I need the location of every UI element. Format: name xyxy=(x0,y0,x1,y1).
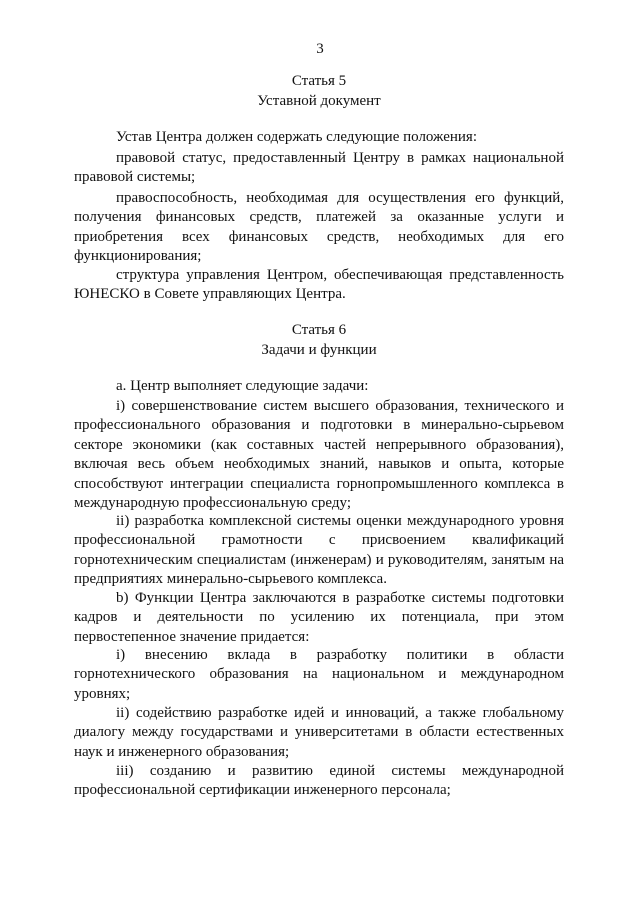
article-5-paragraph-3: правоспособность, необходимая для осуществления его функций, получения финансовых средств, платежей за оказанные услуги и приобретения всех финансовых средств, необходимых для его функционирования; xyxy=(74,190,564,265)
article-6-title: Задачи и функции xyxy=(261,342,377,358)
article-6-paragraph-6: ii) содействию разработке идей и инноваций, а также глобальному диалогу между государствами и университетами в области естественных наук и инженерного образования; xyxy=(74,705,564,760)
article-6-paragraph-7: iii) созданию и развитию единой системы международной профессиональной сертификации инженерного персонала; xyxy=(74,763,564,799)
article-5-title: Уставной документ xyxy=(257,93,381,109)
article-5-paragraph-2: правовой статус, предоставленный Центру в рамках национальной правовой системы; xyxy=(74,150,564,186)
article-6-paragraph-5: i) внесению вклада в разработку политики в области горнотехнического образования на национальном и международном уровнях; xyxy=(74,647,564,702)
article-5-paragraph-1: Устав Центра должен содержать следующие положения: xyxy=(116,129,477,145)
article-6-paragraph-4: b) Функции Центра заключаются в разработке системы подготовки кадров и деятельности по усилению их потенциала, при этом первостепенное значение придается: xyxy=(74,590,564,645)
article-6-paragraph-3: ii) разработка комплексной системы оценки международного уровня профессиональной грамотности с присвоением квалификаций горнотехническим специалистам (инженерам) и руководителям, занятым на предприятиях минерально-сырьевого комплекса. xyxy=(74,513,564,588)
page-number: 3 xyxy=(316,41,324,57)
article-6-number: Статья 6 xyxy=(291,322,347,338)
article-6-paragraph-1: a. Центр выполняет следующие задачи: xyxy=(116,378,369,394)
article-6-paragraph-2: i) совершенствование систем высшего образования, технического и профессионального образования и подготовки в минерально-сырьевом секторе экономики (как составных частей непрерывного образования), включая весь объем необходимых знаний, навыков и опыта, которые способствуют интеграции специалиста горнопромышленного комплекса в международную профессиональную среду; xyxy=(74,398,564,512)
article-5-number: Статья 5 xyxy=(291,73,347,89)
article-5-paragraph-4: структура управления Центром, обеспечивающая представленность ЮНЕСКО в Совете управляющих Центра. xyxy=(74,267,564,303)
